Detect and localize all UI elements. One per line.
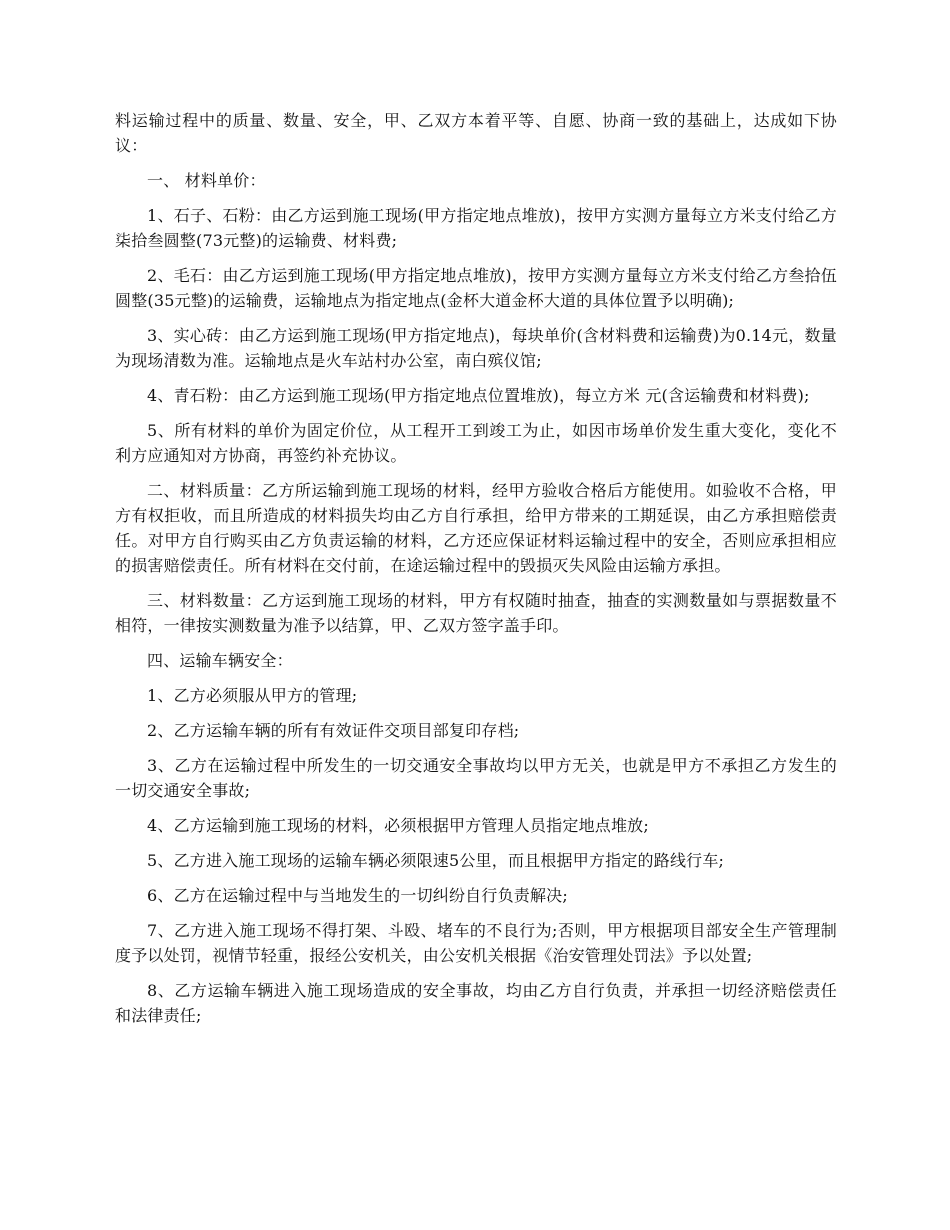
clause-fixed-price: 5、所有材料的单价为固定价位，从工程开工到竣工为止，如因市场单价发生重大变化，变化不利方应通知对方协商，再签约补充协议。: [115, 421, 837, 465]
clause-rubble-stone: 2、毛石：由乙方运到施工现场(甲方指定地点堆放)，按甲方实测方量每立方米支付给乙方叁拾伍圆整(35元整)的运输费，运输地点为指定地点(金杯大道金杯大道的具体位置予以明确);: [115, 266, 837, 310]
clause-local-disputes: 6、乙方在运输过程中与当地发生的一切纠纷自行负责解决;: [147, 886, 568, 905]
section-material-quantity: 三、材料数量：乙方运到施工现场的材料，甲方有权随时抽查，抽查的实测数量如与票据数量不相符，一律按实测数量为准予以结算，甲、乙双方签字盖手印。: [115, 591, 837, 635]
clause-speed-limit: 5、乙方进入施工现场的运输车辆必须限速5公里，而且根据甲方指定的路线行车;: [147, 851, 725, 870]
clause-misconduct: 7、乙方进入施工现场不得打架、斗殴、堵车的不良行为;否则，甲方根据项目部安全生产管理制度予以处罚，视情节轻重，报经公安机关，由公安机关根据《治安管理处罚法》予以处置;: [115, 921, 837, 965]
clause-vehicle-documents: 2、乙方运输车辆的所有有效证件交项目部复印存档;: [147, 721, 520, 740]
clause-traffic-accidents: 3、乙方在运输过程中所发生的一切交通安全事故均以甲方无关，也就是甲方不承担乙方发生的一切交通安全事故;: [115, 756, 837, 800]
clause-obey-management: 1、乙方必须服从甲方的管理;: [147, 686, 358, 705]
clause-safety-liability: 8、乙方运输车辆进入施工现场造成的安全事故，均由乙方自行负责，并承担一切经济赔偿责任和法律责任;: [115, 981, 837, 1025]
section-heading-vehicle-safety: 四、运输车辆安全：: [147, 651, 293, 670]
clause-bluestone-powder: 4、青石粉：由乙方运到施工现场(甲方指定地点位置堆放)，每立方米 元(含运输费和材料费);: [147, 386, 810, 405]
clause-solid-brick: 3、实心砖：由乙方运到施工现场(甲方指定地点)，每块单价(含材料费和运输费)为0.14元，数量为现场清数为准。运输地点是火车站村办公室，南白殡仪馆;: [115, 326, 837, 370]
document-body: [115, 108, 837, 1038]
section-heading-unit-price: 一、 材料单价：: [147, 171, 266, 190]
clause-designated-stacking: 4、乙方运输到施工现场的材料，必须根据甲方管理人员指定地点堆放;: [147, 816, 649, 835]
section-material-quality: 二、材料质量：乙方所运输到施工现场的材料，经甲方验收合格后方能使用。如验收不合格，甲方有权拒收，而且所造成的材料损失均由乙方自行承担，给甲方带来的工期延误，由乙方承担赔偿责任。对甲方自行购买由乙方负责运输的材料，乙方还应保证材料运输过程中的安全，否则应承担相应的损害赔偿责任。所有材料在交付前，在途运输过程中的毁损灭失风险由运输方承担。: [115, 481, 837, 575]
clause-stone-powder: 1、石子、石粉：由乙方运到施工现场(甲方指定地点堆放)，按甲方实测方量每立方米支付给乙方柒拾叁圆整(73元整)的运输费、材料费;: [115, 206, 837, 250]
intro-paragraph: 料运输过程中的质量、数量、安全，甲、乙双方本着平等、自愿、协商一致的基础上，达成如下协议：: [115, 111, 837, 155]
